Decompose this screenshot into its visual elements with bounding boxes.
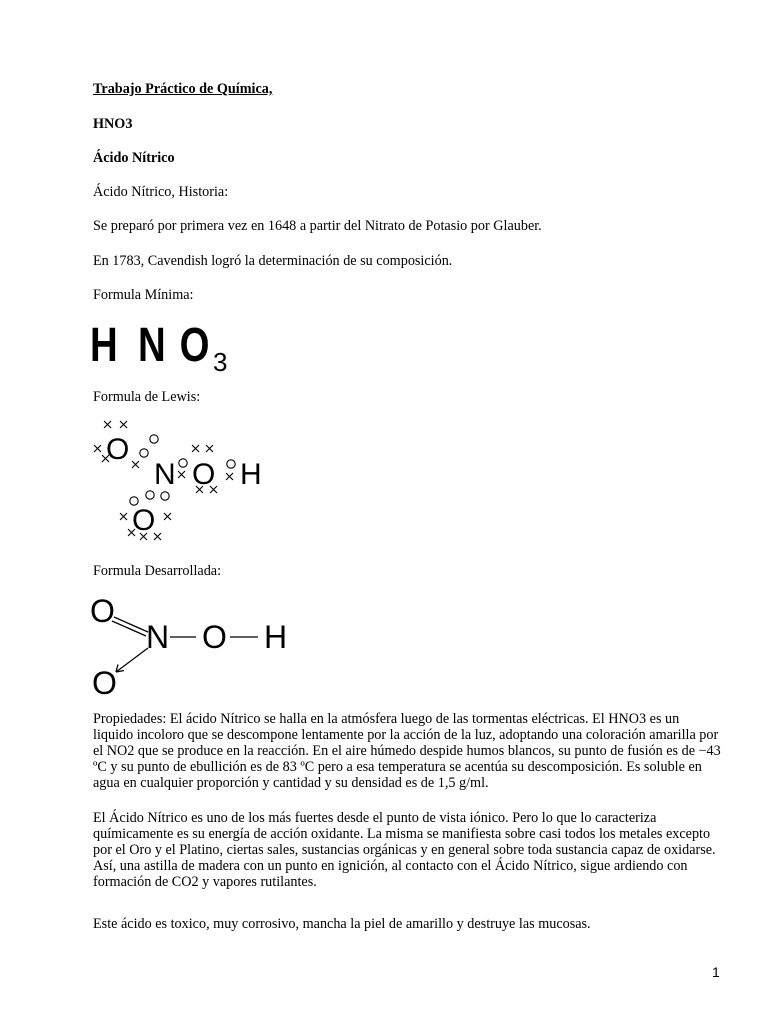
min-formula-label: Formula Mínima: [93,287,194,303]
name-heading: Ácido Nítrico [93,150,175,166]
min-formula-graphic [90,316,240,374]
history-text-2: En 1783, Cavendish logró la determinación de su composición. [93,253,453,269]
oxidizing-line: por el Oro y el Platino, ciertas sales, sustancias orgánicas y en general sobre toda sustancia capaz de oxidarse. [93,842,716,858]
developed-nitrogen: N [146,619,170,655]
lewis-oxygen-top: O [106,433,130,466]
oxidizing-line: El Ácido Nítrico es uno de los más fuertes desde el punto de vista iónico. Pero lo que lo caracteriza [93,810,657,826]
lewis-nitrogen: N [154,458,176,491]
lewis-hydrogen: H [240,458,262,491]
oxidizing-paragraph [93,810,729,890]
min-formula-o: O [179,319,210,373]
oxidizing-line: formación de CO2 y vapores rutilantes. [93,874,317,890]
oxidizing-line: químicamente es su energía de acción oxidante. La misma se manifiesta sobre casi todos los metales excepto [93,826,711,842]
lewis-oxygen-middle: O [192,458,216,491]
developed-oxygen-middle: O [202,619,227,655]
page-number: 1 [712,964,720,980]
toxicity-text: Este ácido es toxico, muy corrosivo, mancha la piel de amarillo y destruye las mucosas. [93,916,591,932]
developed-hydrogen: H [264,619,288,655]
lewis-dot-electrons [130,435,235,505]
min-formula-sub: 3 [213,347,228,374]
formula-heading: HNO3 [93,116,133,132]
properties-line: ºC y su punto de ebullición es de 83 ºC pero a esa temperatura se acentúa su descomposición. Es soluble en [93,759,702,775]
history-text-1: Se preparó por primera vez en 1648 a partir del Nitrato de Potasio por Glauber. [93,218,542,234]
document-title: Trabajo Práctico de Química, [93,81,273,97]
properties-line: liquido incoloro que se descompone lentamente por la acción de la luz, adoptando una coloración amarilla por [93,727,719,743]
properties-line: Propiedades: El ácido Nítrico se halla en la atmósfera luego de las tormentas eléctricas. El HNO3 es un [93,711,680,727]
min-formula-h: H [90,319,118,373]
properties-paragraph [93,711,729,791]
developed-structure-graphic [88,590,298,700]
coordinate-bond [116,648,148,672]
oxidizing-line: Así, una astilla de madera con un punto en ignición, al contacto con el Ácido Nítrico, sigue ardiendo con [93,858,688,874]
developed-oxygen-bottom: O [92,665,117,700]
min-formula-n: N [138,319,166,373]
lewis-label: Formula de Lewis: [93,389,201,405]
lewis-structure-graphic [88,415,278,550]
history-label: Ácido Nítrico, Historia: [93,184,229,200]
properties-line: agua en cualquier proporción y cantidad y su densidad es de 1,5 g/ml. [93,775,489,791]
developed-oxygen-top: O [90,593,115,629]
properties-line: el NO2 que se produce en la reacción. En el aire húmedo despide humos blancos, su punto de fusión es de −43 [93,743,721,759]
developed-label: Formula Desarrollada: [93,563,222,579]
lewis-oxygen-bottom: O [132,504,156,537]
